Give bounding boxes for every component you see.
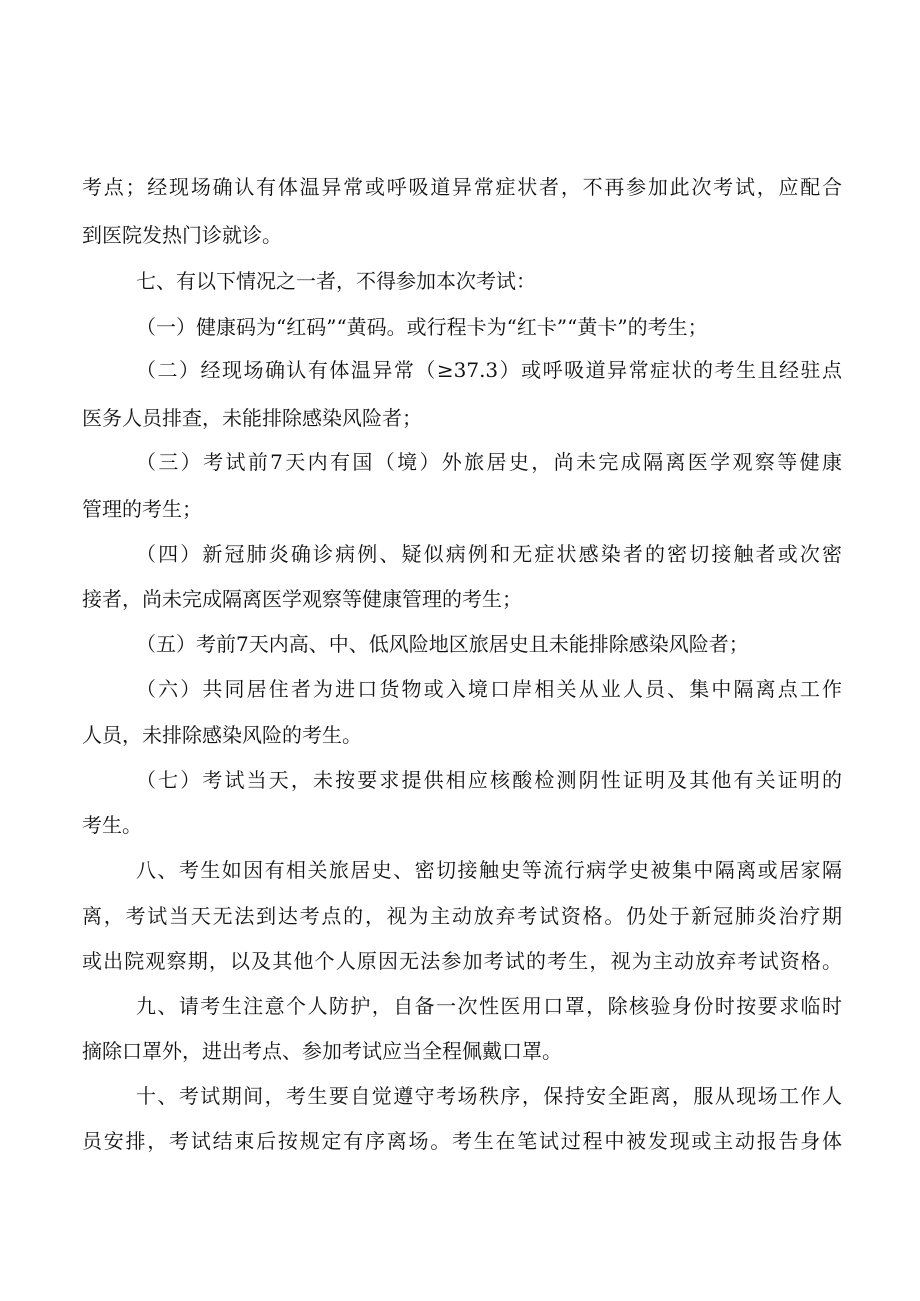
text-line: 考生。 [82, 813, 142, 837]
text-line: 接者，尚未完成隔离医学观察等健康管理的考生； [82, 587, 522, 611]
text-line: （七）考试当天，未按要求提供相应核酸检测阴性证明及其他有关证明的 [136, 768, 842, 792]
text-line: 到医院发热门诊就诊。 [82, 223, 282, 247]
text-line: （六）共同居住者为进口货物或入境口岸相关从业人员、集中隔离点工作 [136, 677, 842, 701]
text-line: 或出院观察期，以及其他个人原因无法参加考试的考生，视为主动放弃考试资格。 [82, 949, 842, 973]
text-line: 九、请考生注意个人防护，自备一次性医用口罩，除核验身份时按要求临时 [136, 994, 842, 1018]
text-line: （四）新冠肺炎确诊病例、疑似病例和无症状感染者的密切接触者或次密 [136, 542, 842, 566]
text-line: 七、有以下情况之一者，不得参加本次考试： [136, 269, 536, 293]
text-line: （五）考前7天内高、中、低风险地区旅居史且未能排除感染风险者； [136, 632, 749, 656]
text-line: 八、考生如因有相关旅居史、密切接触史等流行病学史被集中隔离或居家隔 [136, 858, 842, 882]
text-line: （一）健康码为“红码”“黄码。或行程卡为“红卡”“黄卡”的考生； [136, 315, 708, 339]
text-line: （二）经现场确认有体温异常（≥37.3）或呼吸道异常症状的考生且经驻点 [136, 358, 842, 382]
text-line: 离，考试当天无法到达考点的，视为主动放弃考试资格。仍处于新冠肺炎治疗期 [82, 904, 842, 928]
text-line: （三）考试前7天内有国（境）外旅居史，尚未完成隔离医学观察等健康 [136, 450, 842, 474]
text-line: 考点；经现场确认有体温异常或呼吸道异常症状者，不再参加此次考试，应配合 [82, 175, 842, 199]
text-line: 十、考试期间，考生要自觉遵守考场秩序，保持安全距离，服从现场工作人 [136, 1084, 842, 1108]
text-line: 人员，未排除感染风险的考生。 [82, 723, 362, 747]
text-line: 摘除口罩外，进出考点、参加考试应当全程佩戴口罩。 [82, 1039, 562, 1063]
text-line: 员安排，考试结束后按规定有序离场。考生在笔试过程中被发现或主动报告身体 [82, 1129, 842, 1153]
text-line: 管理的考生； [82, 497, 202, 521]
text-line: 医务人员排查，未能排除感染风险者； [82, 406, 422, 430]
